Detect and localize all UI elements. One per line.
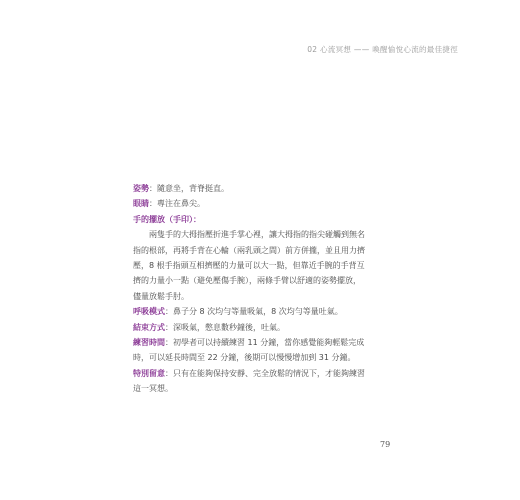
posture-separator: ：: [149, 184, 157, 193]
posture-label: 姿勢: [133, 184, 149, 193]
breathing-line: [133, 304, 395, 319]
special-note-text: 只有在能夠保持安靜、完全放鬆的情況下，才能夠練習: [173, 368, 365, 378]
ending-text: 深吸氣，憋息數秒鐘後，吐氣。: [173, 322, 285, 332]
special-note-line: [133, 366, 395, 381]
special-note-continuation: 這一冥想。: [133, 384, 173, 394]
hands-heading-line: [133, 212, 395, 227]
hands-label: 手的擺放（手印）: [133, 214, 193, 224]
eyes-line: [133, 196, 395, 211]
page-number: 79: [380, 440, 391, 449]
hands-separator: ：: [193, 214, 201, 224]
eyes-text: 專注在鼻尖。: [157, 199, 205, 209]
breathing-separator: ：: [165, 307, 173, 317]
breathing-label: 呼吸模式: [133, 307, 165, 317]
eyes-label: 眼睛: [133, 199, 149, 209]
hands-paragraph-line: 儘量放鬆手肘。: [133, 291, 189, 301]
ending-separator: ：: [165, 322, 173, 332]
breathing-text: 鼻子分 8 次均勻等量吸氣，8 次均勻等量吐氣。: [173, 307, 343, 317]
running-head: 02 心流冥想 —— 喚醒愉悅心流的最佳捷徑: [307, 45, 458, 54]
meditation-instructions: [133, 181, 395, 397]
practice-time-text: 初學者可以持續練習 11 分鐘，當你感覺能夠輕鬆完成: [173, 338, 365, 348]
hands-paragraph-line: 擠的力量小一點（避免壓傷手腕），兩條手臂以舒適的姿勢擺放，: [133, 276, 361, 286]
ending-line: [133, 320, 395, 335]
practice-time-line: [133, 335, 395, 350]
practice-time-separator: ：: [165, 338, 173, 348]
hands-paragraph-line: 兩隻手的大拇指壓折進手掌心裡，讓大拇指的指尖碰觸到無名: [149, 230, 365, 240]
practice-time-label: 練習時間: [133, 338, 165, 348]
ending-label: 結束方式: [133, 322, 165, 332]
hands-paragraph-line: 指的根部，再將手背在心輪（兩乳頭之間）前方併攏，並且用力擠: [133, 245, 365, 255]
posture-line: [133, 181, 395, 196]
special-note-separator: ：: [165, 368, 173, 378]
practice-time-continuation: 時，可以延長時間至 22 分鐘，後期可以慢慢增加到 31 分鐘。: [133, 353, 356, 363]
hands-paragraph-line: 壓，8 根手指頭互相擠壓的力量可以大一點，但靠近手腕的手背互: [133, 261, 365, 271]
special-note-label: 特別留意: [133, 368, 165, 378]
posture-text: 隨意坐，背脊挺直。: [157, 184, 229, 193]
eyes-separator: ：: [149, 199, 157, 209]
